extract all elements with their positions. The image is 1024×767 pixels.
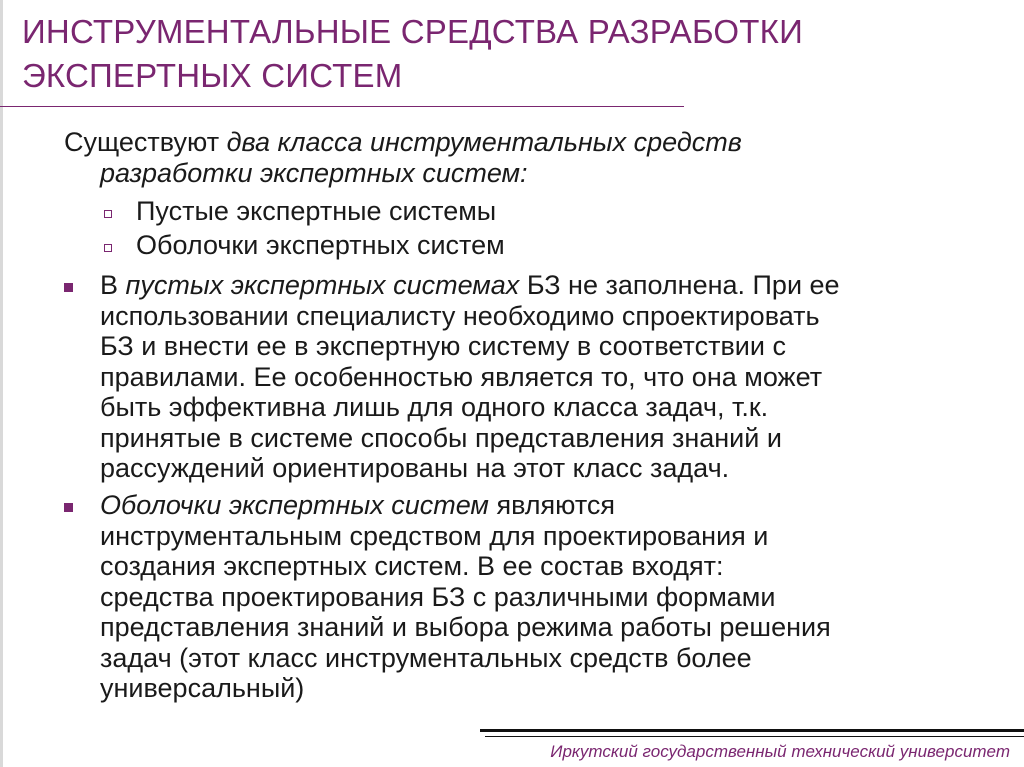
bullet1-line-6: принятые в системе способы представления знаний и	[100, 422, 782, 453]
bullet1-line-2: использовании специалисту необходимо спроектировать	[100, 300, 820, 331]
bullet1-line-5: быть эффективна лишь для одного класса задач, т.к.	[100, 392, 769, 422]
hollow-square-bullet-icon	[104, 244, 112, 252]
bullet1-line-3: БЗ и внести ее в экспертную систему в соответствии с	[100, 331, 786, 361]
slide-left-edge	[0, 0, 3, 767]
intro-paragraph	[64, 127, 742, 188]
intro-line-1	[64, 127, 742, 158]
sub-item-es-shells: Оболочки экспертных систем	[136, 230, 505, 260]
bullet2-line-2: инструментальным средством для проектирования и	[100, 520, 769, 551]
sub-item-empty-es: Пустые экспертные системы	[136, 196, 497, 226]
intro-lead: Существуют	[64, 127, 227, 157]
bullet2-italic: Оболочки экспертных систем	[100, 490, 489, 520]
bullet2-line-1	[100, 490, 831, 521]
bullet2-line-7: универсальный)	[100, 673, 305, 703]
bullet2-line-6: задач (этот класс инструментальных средств более	[100, 642, 752, 673]
slide-title-line-1: ИНСТРУМЕНТАЛЬНЫЕ СРЕДСТВА РАЗРАБОТКИ	[22, 13, 803, 50]
filled-square-bullet-icon	[64, 503, 73, 512]
bullet-empty-es	[100, 270, 840, 484]
bullet1-italic: пустых экспертных системах	[125, 270, 520, 300]
bullet2-rest: являются	[488, 490, 616, 520]
bullet1-line-7: рассуждений ориентированы на этот класс задач.	[100, 453, 730, 483]
bullet2-line-4: средства проектирования БЗ с различными формами	[100, 581, 776, 612]
slide-title	[22, 10, 922, 98]
title-divider	[0, 106, 684, 107]
bullet1-line-1	[100, 270, 840, 301]
footer-divider-thick	[480, 729, 1024, 732]
intro-italic-1: два класса инструментальных средств	[226, 127, 742, 157]
filled-square-bullet-icon	[64, 283, 73, 292]
bullet1-rest: БЗ не заполнена. При ее	[519, 270, 840, 300]
bullet2-line-3: создания экспертных систем. В ее состав входят:	[100, 551, 724, 581]
bullet1-lead: В	[100, 270, 126, 300]
footer-divider-thin	[485, 736, 1024, 737]
bullet2-line-5: представления знаний и выбора режима работы решения	[100, 612, 831, 642]
hollow-square-bullet-icon	[104, 210, 112, 218]
footer-university: Иркутский государственный технический университет	[550, 742, 1010, 761]
slide-title-line-2: ЭКСПЕРТНЫХ СИСТЕМ	[22, 57, 403, 94]
intro-italic-2: разработки экспертных систем:	[100, 157, 528, 188]
bullet-es-shells	[100, 490, 831, 704]
bullet1-line-4: правилами. Ее особенностью является то, что она может	[100, 361, 823, 392]
